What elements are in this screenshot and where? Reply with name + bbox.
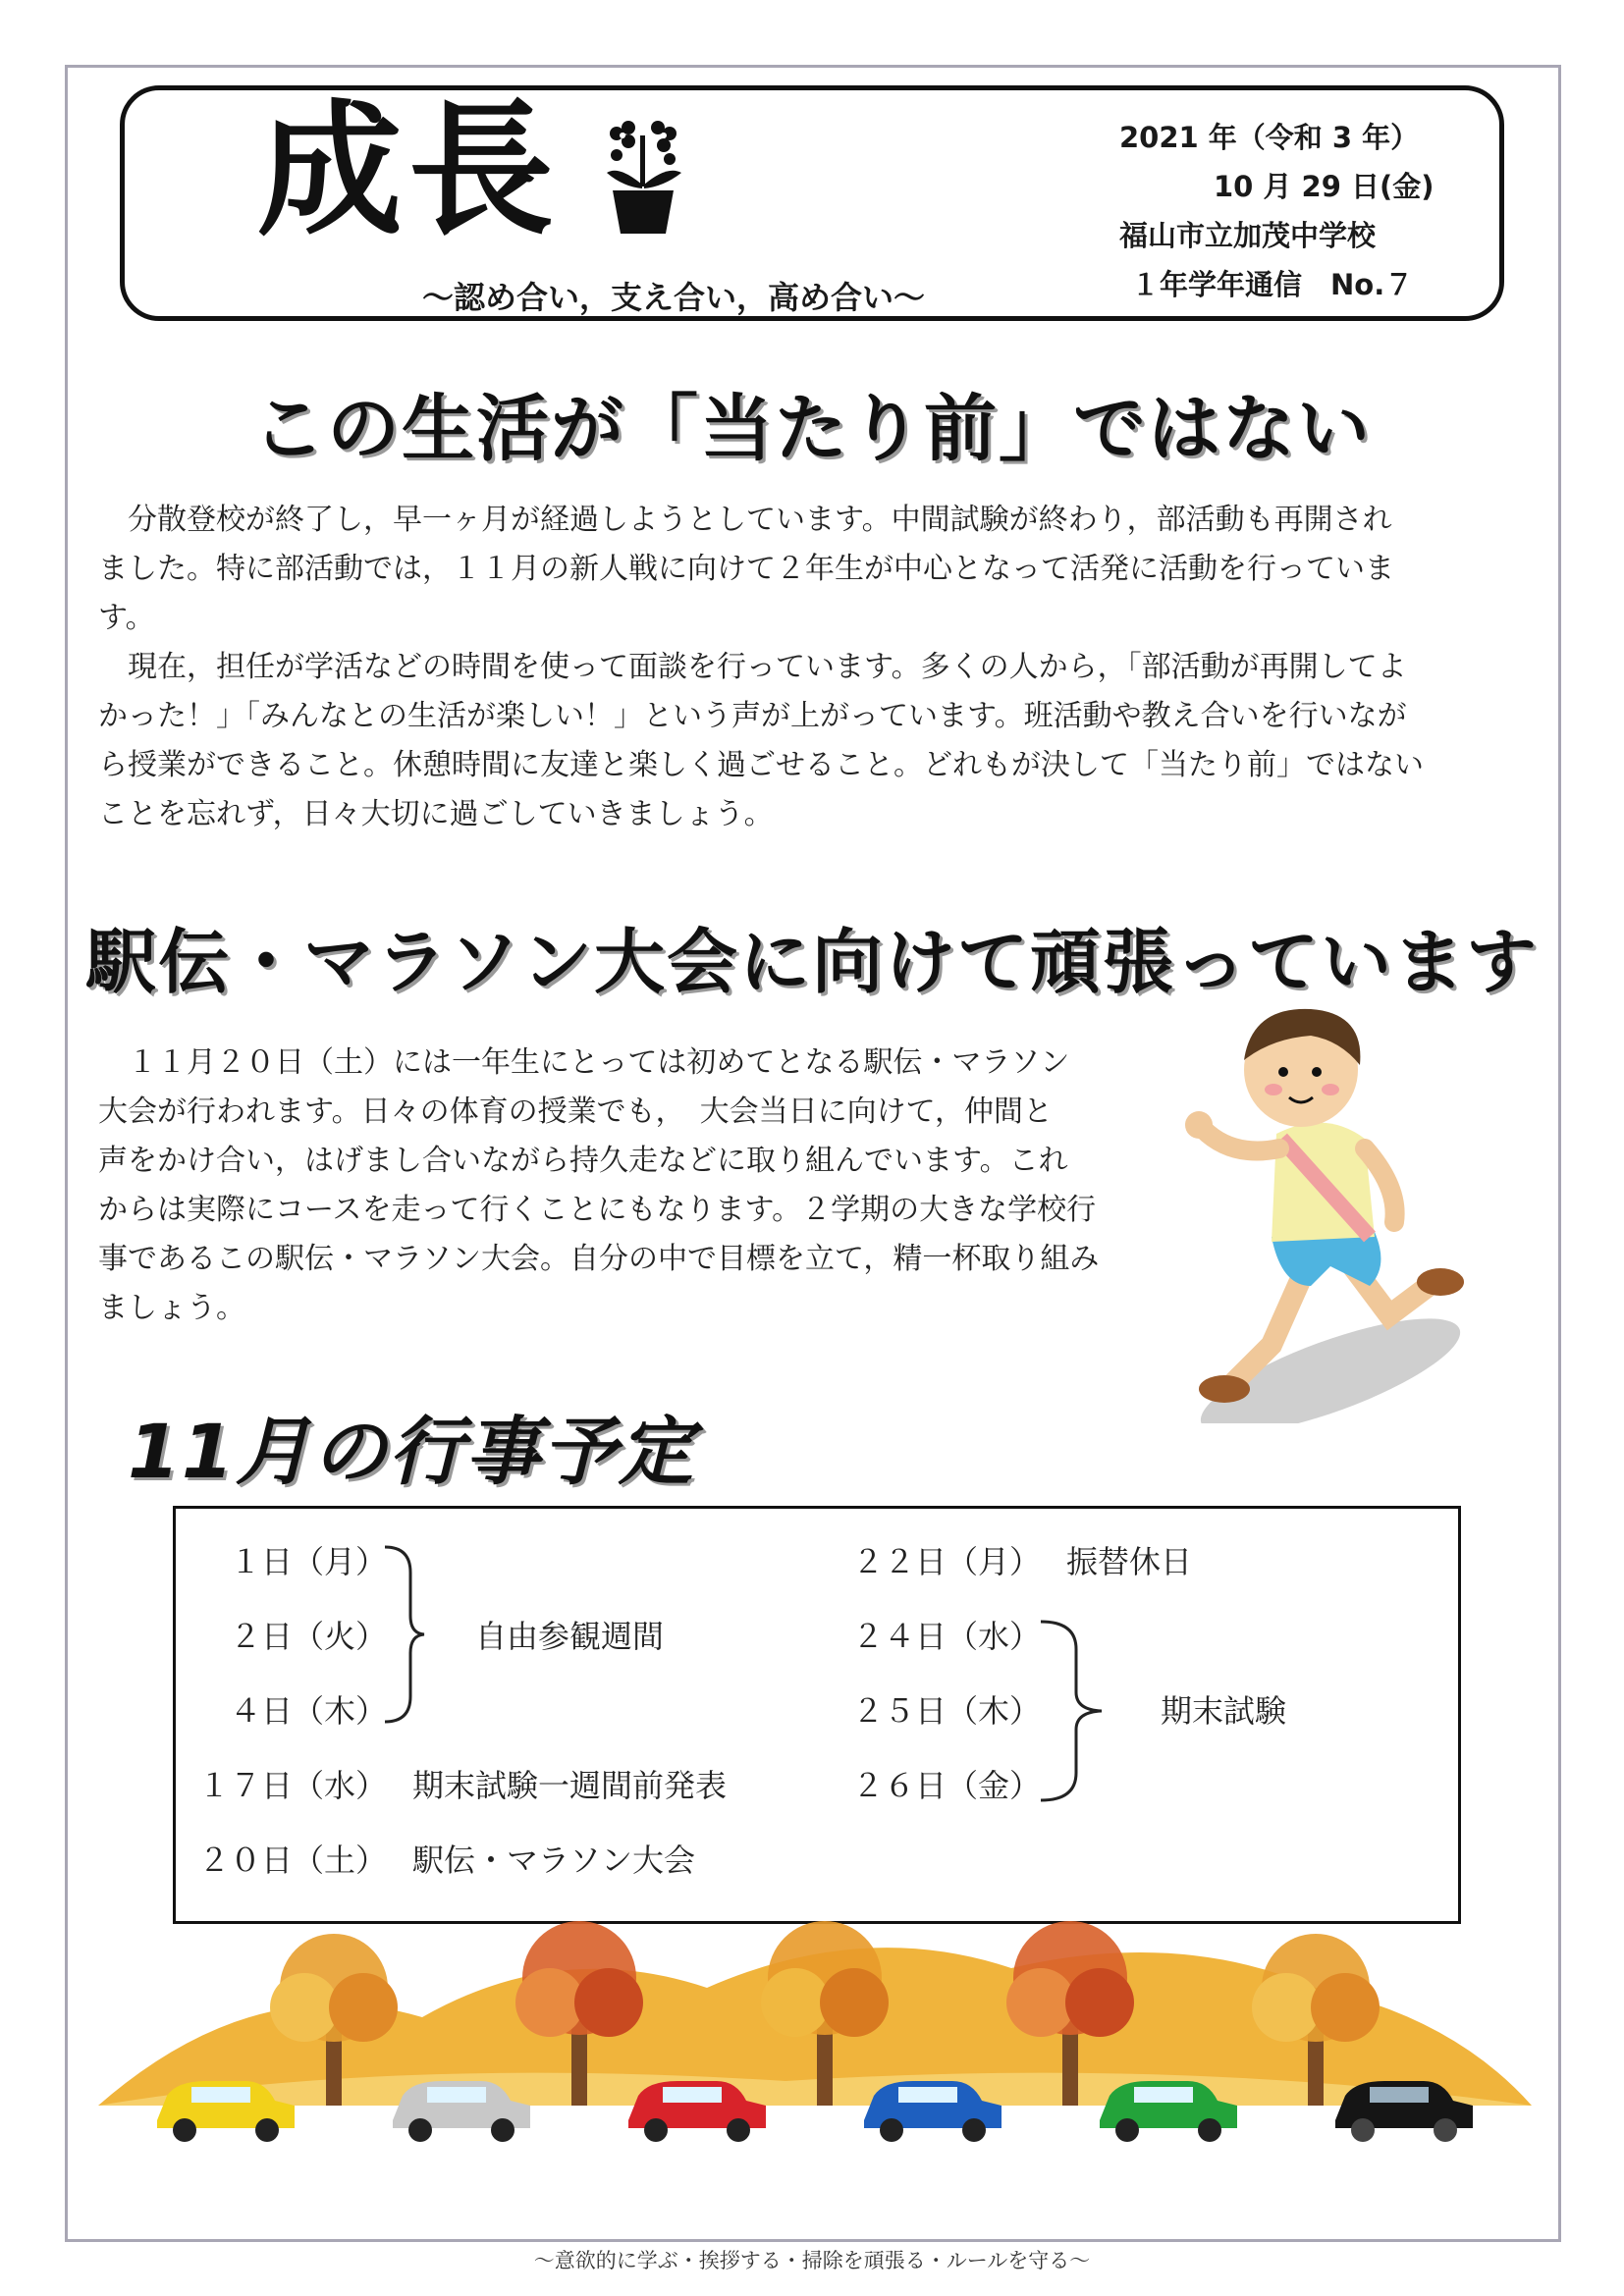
issue-number: １年学年通信 No.７ — [1131, 268, 1414, 301]
text-line: ら授業ができること。休憩時間に友達と楽しく過ごせること。どれもが決して「当たり前」ではない — [98, 748, 1424, 782]
text-line: かった！」「みんなとの生活が楽しい！」という声が上がっています。班活動や教え合いを行いなが — [98, 699, 1407, 733]
text-line: す。 — [98, 601, 155, 635]
schedule-event: 振替休日 — [1066, 1543, 1193, 1580]
schedule-event: 期末試験一週間前発表 — [412, 1767, 728, 1804]
schedule-date: ２５日（木） — [852, 1692, 1042, 1730]
schedule-date: ２６日（金） — [852, 1767, 1042, 1804]
running-boy-illustration — [1164, 991, 1478, 1423]
motto: ～認め合い，支え合い，高め合い～ — [422, 279, 926, 316]
text-line: 分散登校が終了し，早一ヶ月が経過しようとしています。中間試験が終わり，部活動も再開され — [98, 503, 1392, 537]
text-line: 大会が行われます。日々の体育の授業でも， 大会当日に向けて，仲間と — [98, 1095, 1053, 1129]
text-line: ました。特に部活動では，１１月の新人戦に向けて２年生が中心となって活発に活動を行っていま — [98, 552, 1394, 586]
newsletter-title: 成長 — [257, 86, 560, 255]
schedule-event: 自由参観週間 — [475, 1618, 665, 1655]
schedule-date: ２４日（水） — [852, 1618, 1042, 1655]
section-heading-marathon: 駅伝・マラソン大会に向けて頑張っています — [84, 921, 1539, 1003]
schedule-date: １７日（水） — [198, 1767, 388, 1804]
text-line: ことを忘れず，日々大切に過ごしていきましょう。 — [98, 797, 774, 831]
text-line: 事であるこの駅伝・マラソン大会。自分の中で目標を立て，精一杯取り組み — [98, 1242, 1100, 1276]
text-line: １１月２０日（土）には一年生にとっては初めてとなる駅伝・マラソン — [98, 1045, 1070, 1080]
schedule-date: ４日（木） — [230, 1692, 388, 1730]
flower-pot-icon — [599, 116, 687, 236]
footer-slogan: ～意欲的に学ぶ・挨拶する・掃除を頑張る・ルールを守る～ — [533, 2249, 1091, 2272]
brace-icon — [381, 1543, 426, 1726]
schedule-date: １日（月） — [230, 1543, 388, 1580]
schedule-date: ２０日（土） — [198, 1842, 388, 1879]
text-line: 現在，担任が学活などの時間を使って面談を行っています。多くの人から，「部活動が再開してよ — [98, 650, 1407, 684]
school-name: 福山市立加茂中学校 — [1119, 219, 1377, 252]
schedule-date: ２２日（月） — [852, 1543, 1042, 1580]
section-heading-november-schedule: 11月の行事予定 — [128, 1408, 695, 1495]
text-line: 声をかけ合い，はげまし合いながら持久走などに取り組んでいます。これ — [98, 1144, 1068, 1178]
issue-year: 2021 年（令和 3 年） — [1119, 121, 1420, 154]
schedule-date: ２日（火） — [230, 1618, 388, 1655]
issue-date: 10 月 29 日(金) — [1214, 170, 1435, 203]
text-line: からは実際にコースを走って行くことにもなります。２学期の大きな学校行 — [98, 1193, 1097, 1227]
section1-body — [98, 496, 1532, 839]
schedule-event: 駅伝・マラソン大会 — [412, 1842, 696, 1879]
schedule-event: 期末試験 — [1161, 1692, 1287, 1730]
section2-body — [98, 1039, 1168, 1333]
brace-icon — [1037, 1618, 1106, 1804]
autumn-trees-and-cars-illustration — [98, 1909, 1532, 2160]
section-heading-daily-life: この生活が「当たり前」ではない — [252, 387, 1372, 471]
text-line: ましょう。 — [98, 1291, 245, 1325]
